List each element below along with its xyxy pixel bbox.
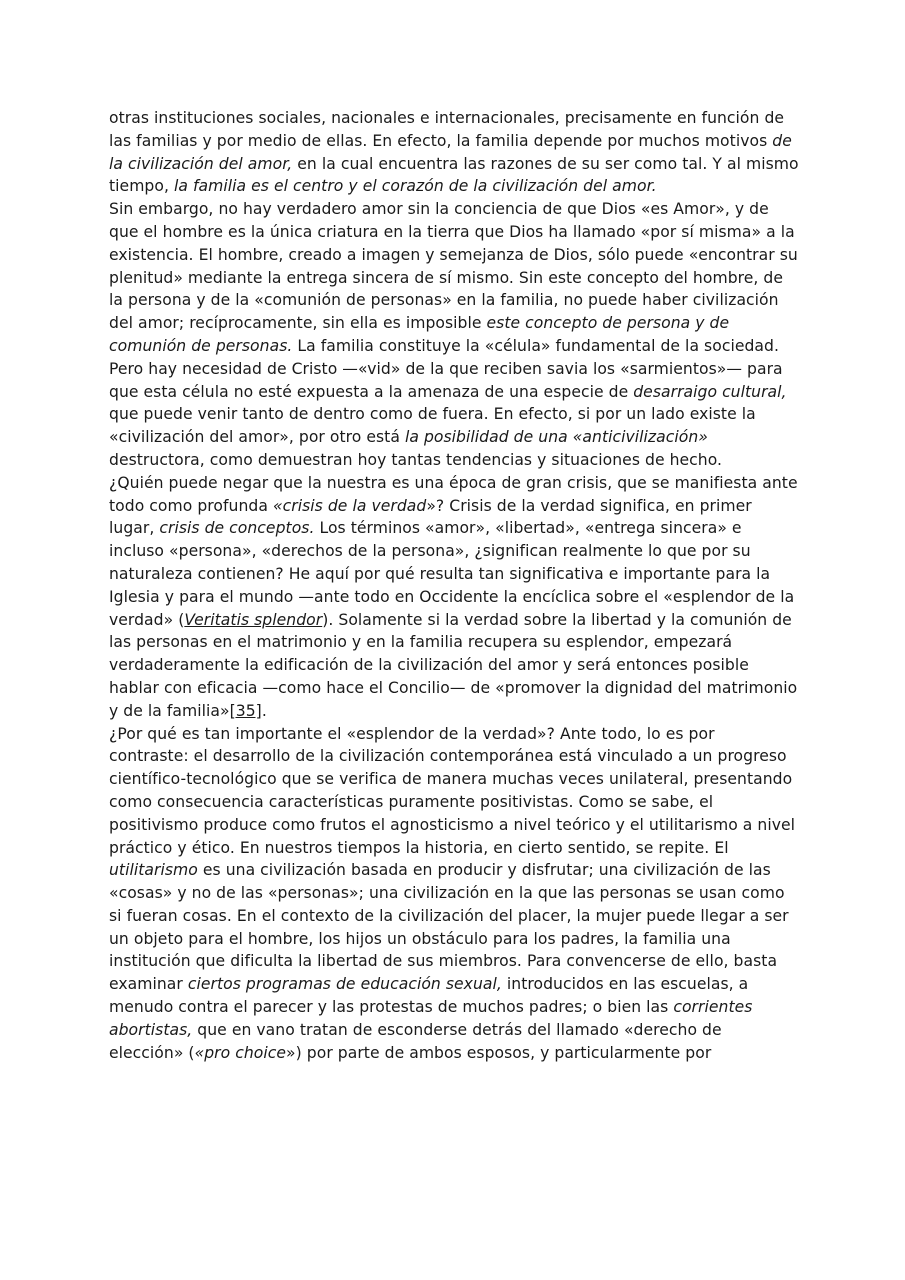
footnote-ref-35[interactable]: [35] [229, 701, 262, 720]
text: es una civilización basada en producir y disfrutar; una civilización de las «cosas» y no de las «personas»; una civilización en la que las personas se usan como si fueran cosas. En el contexto de la civilización del placer, la mujer puede llegar a ser un objeto para el hombre, los hijos un obstáculo para los padres, la familia una institución que dificulta la libertad de sus miembros. Para convencerse de ello, basta examinar [109, 861, 789, 994]
text: ¿Quién puede negar que la nuestra es una época de gran crisis, que se manifiesta ante todo como profunda [109, 473, 798, 515]
text: introducidos en las escuelas, a menudo contra el parecer y las protestas de muchos padres; o bien las [109, 975, 749, 1017]
italic-text: desarraigo cultural, [633, 382, 787, 401]
text: otras instituciones sociales, nacionales e internacionales, precisamente en función de las familias y por medio de ellas. En efecto, la familia depende por muchos motivos [109, 109, 785, 150]
text: que en vano tratan de esconderse detrás del llamado «derecho de elección» ( [109, 1020, 722, 1062]
veritatis-splendor-link[interactable]: Veritatis splendor [184, 610, 323, 629]
paragraph-2 [109, 198, 799, 472]
text: destructora, como demuestran hoy tantas tendencias y situaciones de hecho. [109, 450, 723, 469]
text: ») por parte de ambos esposos, y particularmente por [286, 1043, 712, 1062]
italic-text: «crisis de la verdad [272, 496, 427, 515]
text: Sin embargo, no hay verdadero amor sin la conciencia de que Dios «es Amor», y de que el hombre es la única criatura en la tierra que Dios ha llamado «por sí misma» a la existencia. El hombre, creado a imagen y semejanza de Dios, sólo puede «encontrar su plenitud» mediante la entrega sincera de sí mismo. Sin este concepto del hombre, de la persona y de la «comunión de personas» en la familia, no puede haber civilización del amor; recíprocamente, sin ella es imposible [109, 200, 798, 333]
italic-text: este concepto de persona y de comunión de personas. [109, 314, 730, 355]
italic-text: crisis de conceptos. [159, 519, 315, 538]
paragraph-3 [109, 472, 799, 723]
paragraph-4 [109, 723, 799, 1065]
document-page [109, 107, 799, 1064]
italic-text: la familia es el centro y el corazón de la civilización del amor. [173, 177, 657, 196]
italic-text: la posibilidad de una «anticivilización» [404, 428, 708, 447]
italic-text: utilitarismo [109, 861, 198, 880]
text: en la cual encuentra las razones de su ser como tal. Y al mismo tiempo, [109, 154, 799, 196]
paragraph-1 [109, 107, 799, 198]
text: La familia constituye la «célula» fundamental de la sociedad. Pero hay necesidad de Cristo —«vid» de la que reciben savia los «sarmientos»— para que esta célula no esté expuesta a la amenaza de una especie de [109, 336, 783, 401]
text: »? Crisis de la verdad significa, en primer lugar, [109, 496, 752, 538]
italic-text: de la civilización del amor, [109, 131, 792, 173]
italic-text: corrientes abortistas, [109, 998, 753, 1039]
text: ¿Por qué es tan importante el «esplendor de la verdad»? Ante todo, lo es por contraste: el desarrollo de la civilización contemporánea está vinculado a un progreso científico-tecnológico que se verifica de manera muchas veces unilateral, presentando como consecuencia características puramente positivistas. Como se sabe, el positivismo produce como frutos el agnosticismo a nivel teórico y el utilitarismo a nivel práctico y ético. En nuestros tiempos la historia, en cierto sentido, se repite. El [109, 724, 796, 857]
text: Los términos «amor», «libertad», «entrega sincera» e incluso «persona», «derechos de la persona», ¿significan realmente lo que por su naturaleza contienen? He aquí por qué resulta tan significativa e importante para la Iglesia y para el mundo —ante todo en Occidente la encíclica sobre el «esplendor de la verdad» ( [109, 519, 795, 629]
text: ). Solamente si la verdad sobre la libertad y la comunión de las personas en el matrimonio y en la familia recupera su esplendor, empezará verdaderamente la edificación de la civilización del amor y será entonces posible hablar con eficacia —como hace el Concilio— de «promover la dignidad del matrimonio y de la familia» [109, 610, 798, 720]
text: que puede venir tanto de dentro como de fuera. En efecto, si por un lado existe la «civilización del amor», por otro está [109, 405, 756, 447]
italic-text: ciertos programas de educación sexual, [187, 975, 502, 994]
italic-text: «pro choice [194, 1043, 287, 1062]
text: . [261, 701, 267, 720]
